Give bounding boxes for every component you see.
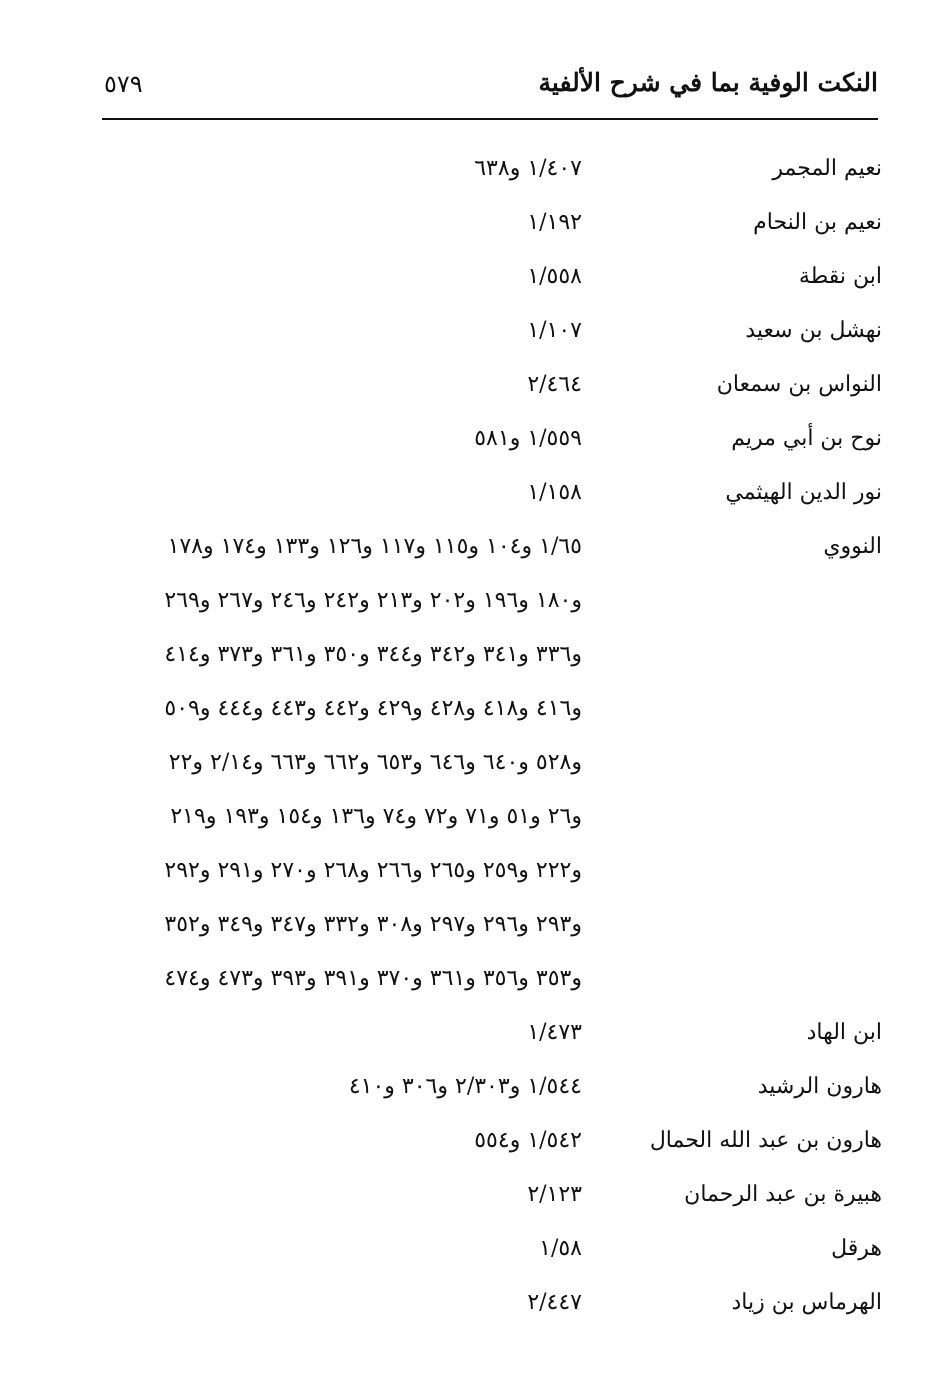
- index-entry-references: ٢/١٢٣: [527, 1182, 582, 1207]
- index-entry-name: الهرماس بن زياد: [731, 1290, 882, 1315]
- index-entry-references: ١/٤٧٣: [527, 1020, 582, 1045]
- index-entry-name: النووي: [823, 534, 882, 559]
- index-entry-references: و٢٩٣ و٢٩٦ و٢٩٧ و٣٠٨ و٣٣٢ و٣٤٧ و٣٤٩ و٣٥٢: [164, 912, 582, 937]
- index-entry-references: و٥٢٨ و٦٤٠ و٦٤٦ و٦٥٣ و٦٦٢ و٦٦٣ و٢/١٤ و٢٢: [168, 750, 582, 775]
- index-entry-name: نهشل بن سعيد: [745, 318, 882, 343]
- index-entry-references: و٢٢٢ و٢٥٩ و٢٦٥ و٢٦٦ و٢٦٨ و٢٧٠ و٢٩١ و٢٩٢: [164, 858, 582, 883]
- index-entry-name: ابن نقطة: [798, 264, 882, 289]
- index-entry-references: ١/٥٤٢ و٥٥٤: [474, 1128, 582, 1153]
- index-entry-references: و١٨٠ و١٩٦ و٢٠٢ و٢١٣ و٢٤٢ و٢٤٦ و٢٦٧ و٢٦٩: [164, 588, 582, 613]
- index-entry-references: ١/١٩٢: [527, 210, 582, 235]
- index-entry-name: النواس بن سمعان: [716, 372, 882, 397]
- index-entry-references: ٢/٤٤٧: [527, 1290, 582, 1315]
- index-entry-name: نور الدين الهيثمي: [725, 480, 882, 505]
- index-entry-name: نعيم المجمر: [772, 156, 882, 181]
- index-entry-references: و٤١٦ و٤١٨ و٤٢٨ و٤٢٩ و٤٤٢ و٤٤٣ و٤٤٤ و٥٠٩: [164, 696, 582, 721]
- index-entry-references: ١/٥٤٤ و٢/٣٠٣ و٣٠٦ و٤١٠: [348, 1074, 582, 1099]
- index-entry-name: نوح بن أبي مريم: [731, 426, 882, 451]
- index-entry-references: ١/٥٥٨: [527, 264, 582, 289]
- index-entry-name: هارون الرشيد: [757, 1074, 882, 1099]
- index-entry-references: ١/٦٥ و١٠٤ و١١٥ و١١٧ و١٢٦ و١٣٣ و١٧٤ و١٧٨: [167, 534, 582, 559]
- index-entry-references: ١/٥٨: [539, 1236, 582, 1261]
- index-entry-references: ٢/٤٦٤: [527, 372, 582, 397]
- index-entry-references: ١/١٥٨: [527, 480, 582, 505]
- page-number: ٥٧٩: [104, 70, 143, 98]
- index-entry-name: هرقل: [831, 1236, 882, 1261]
- index-entry-references: ١/١٠٧: [527, 318, 582, 343]
- index-entry-name: هارون بن عبد الله الحمال: [649, 1128, 882, 1153]
- index-entry-references: ١/٥٥٩ و٥٨١: [474, 426, 582, 451]
- index-entry-references: و٣٣٦ و٣٤١ و٣٤٢ و٣٤٤ و٣٥٠ و٣٦١ و٣٧٣ و٤١٤: [164, 642, 582, 667]
- index-entry-references: و٣٥٣ و٣٥٦ و٣٦١ و٣٧٠ و٣٩١ و٣٩٣ و٤٧٣ و٤٧٤: [164, 966, 582, 991]
- running-title: النكت الوفية بما في شرح الألفية: [538, 68, 878, 97]
- index-entry-references: ١/٤٠٧ و٦٣٨: [474, 156, 582, 181]
- index-entry-references: و٢٦ و٥١ و٧١ و٧٢ و٧٤ و١٣٦ و١٥٤ و١٩٣ و٢١٩: [170, 804, 582, 829]
- index-entry-name: نعيم بن النحام: [753, 210, 882, 235]
- index-entry-name: ابن الهاد: [806, 1020, 882, 1045]
- index-entry-name: هبيرة بن عبد الرحمان: [684, 1182, 882, 1207]
